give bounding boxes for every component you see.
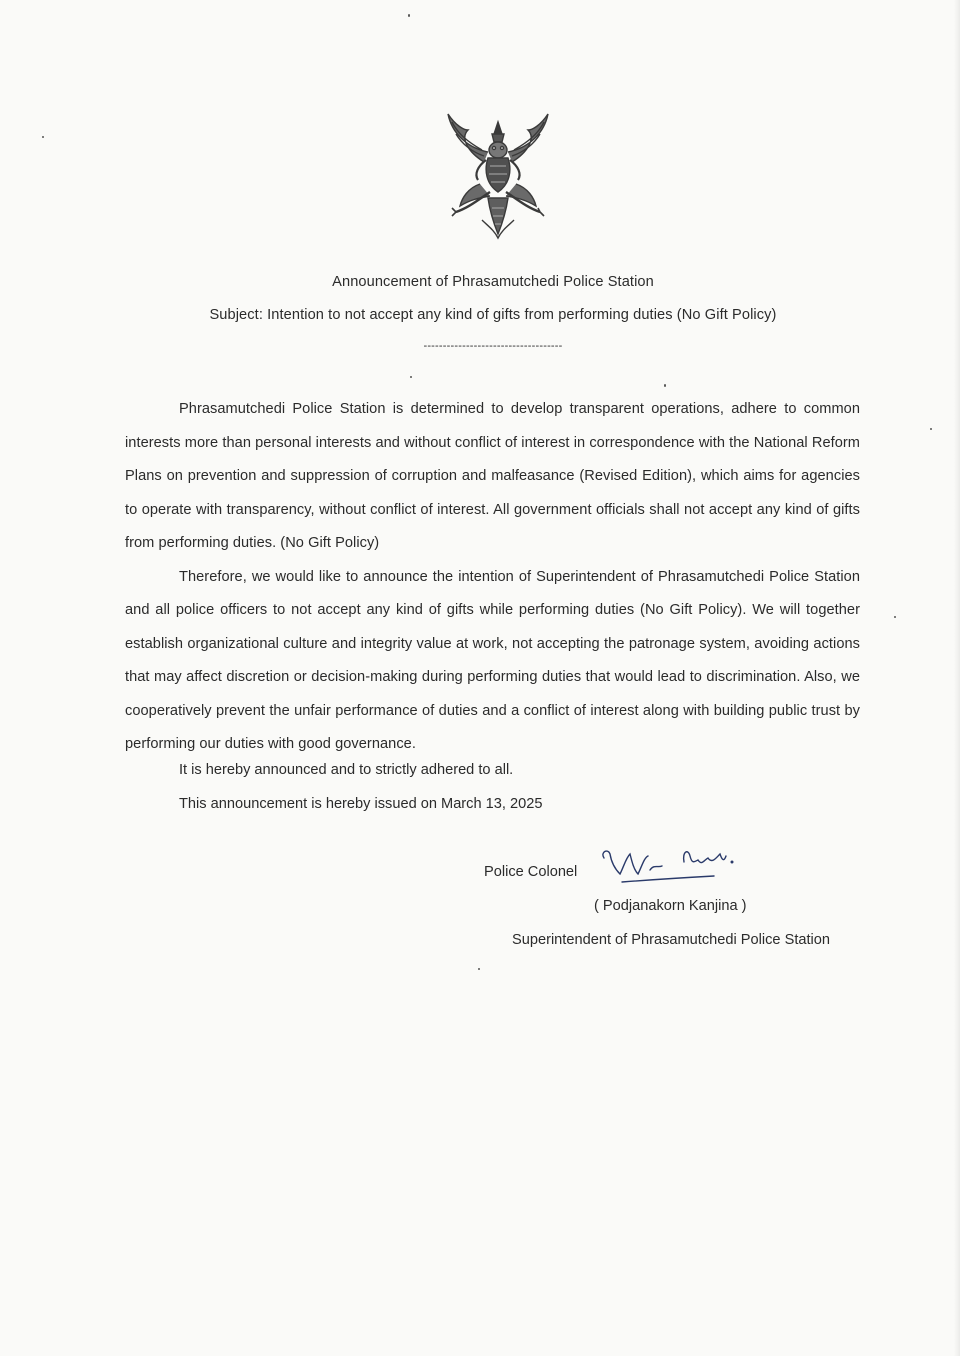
scan-speck	[664, 384, 666, 387]
dashed-divider: ------------------------------------	[423, 340, 563, 352]
document-title: Announcement of Phrasamutchedi Police Station	[332, 274, 654, 290]
scan-speck	[894, 616, 896, 618]
signatory-position: Superintendent of Phrasamutchedi Police Station	[512, 932, 831, 948]
page-edge-shadow	[954, 0, 960, 1356]
announcement-body	[125, 393, 860, 762]
signatory-name: ( Podjanakorn Kanjina )	[594, 898, 747, 914]
body-paragraph: Therefore, we would like to announce the intention of Superintendent of Phrasamutchedi Police Station and all police officers to not accept any kind of gifts while performing duties (No Gift Policy). We will together establish organizational culture and integrity value at work, not accepting the patronage system, avoiding actions that may affect discretion or decision-making during performing duties that would lead to discrimination. Also, we cooperatively prevent the unfair performance of duties and a conflict of interest along with building public trust by performing our duties with good governance.	[125, 568, 860, 752]
handwritten-signature	[598, 844, 738, 886]
scan-speck	[42, 136, 44, 138]
closing-statement: It is hereby announced and to strictly adhered to all.	[179, 762, 514, 778]
document-subject: Subject: Intention to not accept any kind of gifts from performing duties (No Gift Policy)	[209, 307, 777, 323]
garuda-emblem-icon	[438, 108, 558, 242]
issue-date-statement: This announcement is hereby issued on March 13, 2025	[179, 796, 543, 812]
body-paragraph: Phrasamutchedi Police Station is determined to develop transparent operations, adhere to common interests more than personal interests and without conflict of interest in correspondence with the National Reform Plans on prevention and suppression of corruption and malfeasance (Revised Edition), which aims for agencies to operate with transparency, without conflict of interest. All government officials shall not accept any kind of gifts from performing duties. (No Gift Policy)	[125, 401, 860, 551]
scan-speck	[408, 14, 410, 17]
signatory-rank: Police Colonel	[484, 864, 578, 880]
scan-speck	[410, 376, 412, 378]
scan-speck	[930, 428, 932, 430]
scan-speck	[478, 968, 480, 970]
